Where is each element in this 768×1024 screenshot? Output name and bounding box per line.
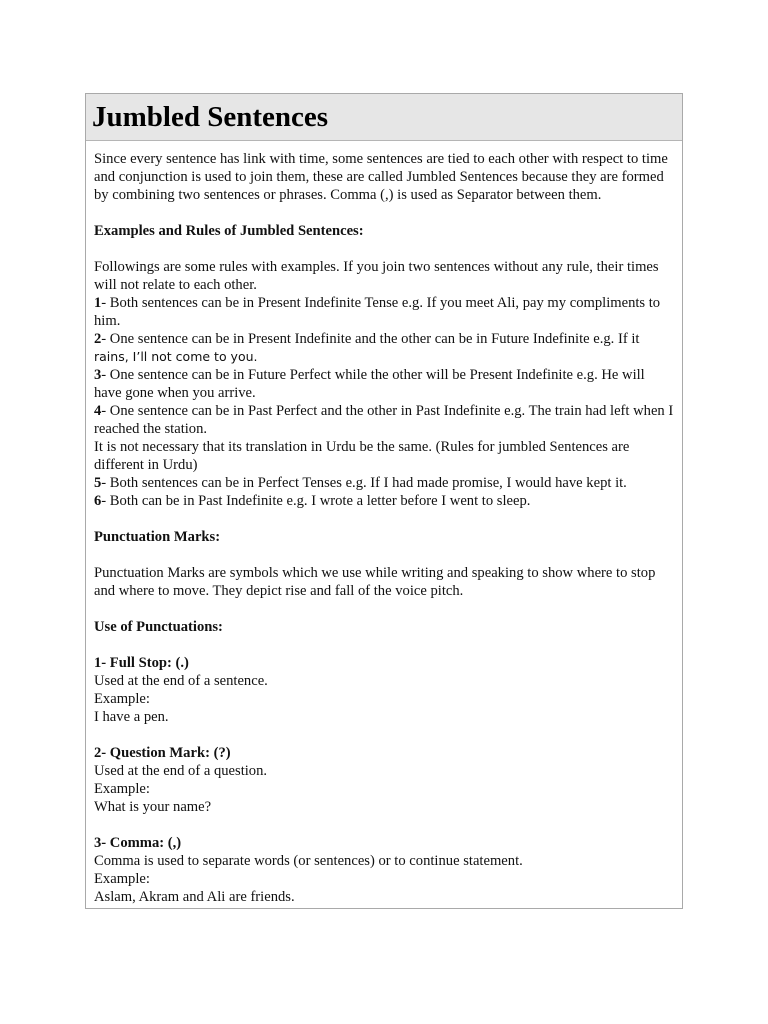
content-card: [85, 93, 683, 909]
example-text: Aslam, Akram and Ali are friends.: [94, 889, 295, 905]
rules-intro: Followings are some rules with examples. If you join two sentences without any rule, their times will not relate to each other.: [94, 259, 659, 293]
card-header: [86, 94, 682, 141]
mark-description: Comma is used to separate words (or sentences) or to continue statement.: [94, 853, 523, 869]
punctuation-intro: Punctuation Marks are symbols which we use while writing and speaking to show where to stop and where to move. They depict rise and fall of the voice pitch.: [94, 565, 656, 599]
mark-heading-comma: 3- Comma: (,): [94, 835, 182, 851]
mark-heading-question-mark: 2- Question Mark: (?): [94, 745, 231, 761]
rule-text: - Both sentences can be in Present Indefinite Tense e.g. If you meet Ali, pay my compliments to him.: [94, 295, 661, 329]
rule-text: - One sentence can be in Past Perfect and the other in Past Indefinite e.g. The train had left when I reached the station.: [94, 403, 674, 437]
rule-item-1: [94, 294, 674, 330]
rule-item-3: [94, 366, 674, 402]
card-body: [86, 141, 682, 906]
example-label: Example:: [94, 871, 150, 887]
mark-description: Used at the end of a sentence.: [94, 673, 268, 689]
example-label: Example:: [94, 781, 150, 797]
rule-item-4: [94, 402, 674, 438]
page-title: Jumbled Sentences: [92, 101, 329, 133]
rule-text: - Both can be in Past Indefinite e.g. I wrote a letter before I went to sleep.: [101, 493, 531, 509]
urdu-note: It is not necessary that its translation in Urdu be the same. (Rules for jumbled Sentences are different in Urdu): [94, 439, 630, 473]
examples-heading: Examples and Rules of Jumbled Sentences:: [94, 223, 364, 239]
rule-item-6: [94, 492, 674, 510]
rule-number: 3: [94, 367, 102, 383]
example-text: What is your name?: [94, 799, 212, 815]
rule-number: 6: [94, 493, 102, 509]
rule-number: 5: [94, 475, 102, 491]
use-heading: Use of Punctuations:: [94, 619, 223, 635]
rule-number: 2: [94, 331, 102, 347]
intro-paragraph: Since every sentence has link with time, some sentences are tied to each other with respect to time and conjunction is used to join them, these are called Jumbled Sentences because they are formed by combining two sentences or phrases. Comma (,) is used as Separator between them.: [94, 151, 668, 203]
rule-text: - One sentence can be in Future Perfect while the other will be Present Indefinite e.g. He will have gone when you arrive.: [94, 367, 645, 401]
mark-description: Used at the end of a question.: [94, 763, 268, 779]
rule-number: 4: [94, 403, 102, 419]
rule-text: - One sentence can be in Present Indefinite and the other can be in Future Indefinite e.g. If it: [101, 331, 640, 347]
rule-text: - Both sentences can be in Perfect Tenses e.g. If I had made promise, I would have kept it.: [101, 475, 627, 491]
rule-item-2: [94, 330, 674, 366]
example-label: Example:: [94, 691, 150, 707]
example-text: I have a pen.: [94, 709, 169, 725]
rule-item-5: [94, 474, 674, 492]
rule-text-tail: rains, I’ll not come to you.: [94, 349, 258, 364]
punctuation-heading: Punctuation Marks:: [94, 529, 221, 545]
rule-number: 1: [94, 295, 102, 311]
mark-heading-full-stop: 1- Full Stop: (.): [94, 655, 189, 671]
